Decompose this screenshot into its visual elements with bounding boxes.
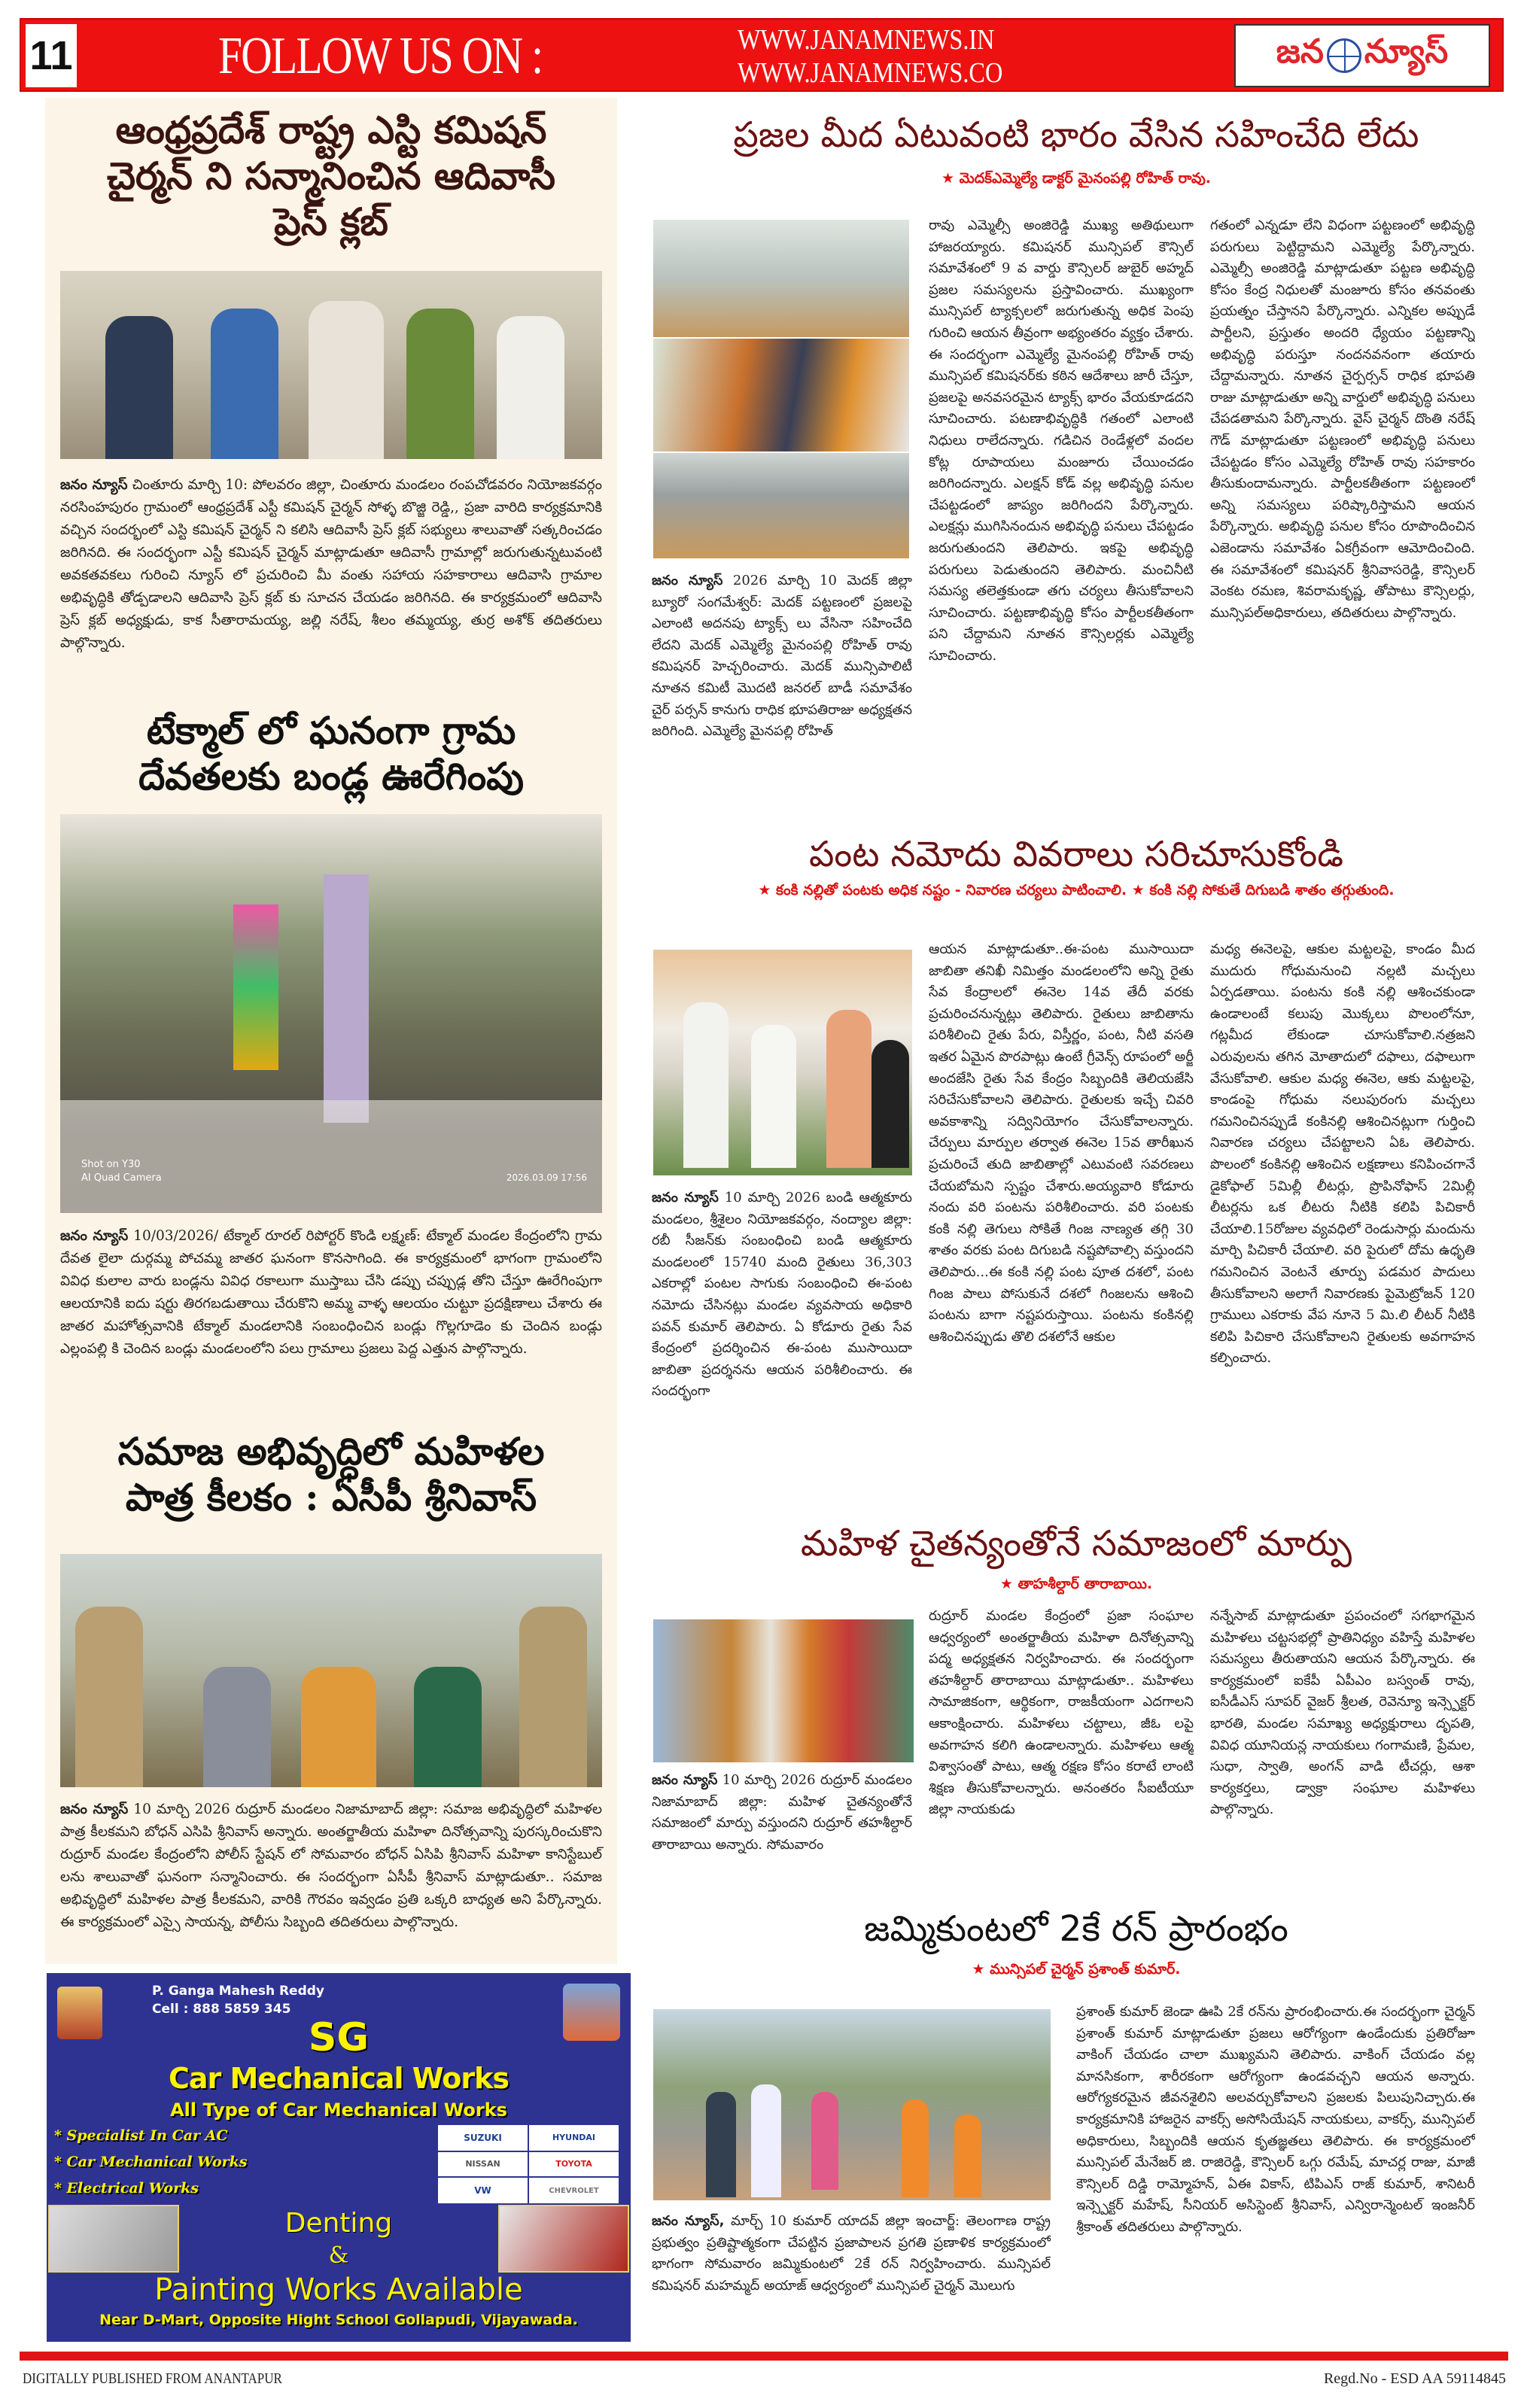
footer-divider xyxy=(20,2352,1508,2361)
dateline: జనం న్యూస్ xyxy=(60,477,128,493)
article-body xyxy=(60,1798,602,1934)
dateline: జనం న్యూస్ xyxy=(60,1801,129,1817)
article-photo-crop-inspection xyxy=(653,950,912,1175)
article-subhead: ★ మెదక్‌ఎమ్మెల్యే డాక్టర్ మైనంపల్లి రోహిత్ రావు. xyxy=(941,170,1212,187)
article-body-col1 xyxy=(652,570,912,796)
article-photo-council-meeting-2 xyxy=(653,339,909,451)
chevrolet-logo: CHEVROLET xyxy=(529,2178,619,2203)
dateline: జనం న్యూస్ xyxy=(60,1228,129,1244)
article-photo-press-club xyxy=(60,271,602,459)
ad-service: * Car Mechanical Works xyxy=(54,2154,248,2170)
website-url-in[interactable]: WWW.JANAMNEWS.IN xyxy=(738,24,995,56)
body-text: 10 మార్చి 2026 రుద్రూర్ మండలం నిజామాబాద్ జిల్లా: సమాజ అభివృద్ధిలో మహిళల పాత్ర కీలకమని బోధన్ ఎసిపి శ్రీనివాస్ అన్నారు. అంతర్జాతీయ మహిళా దినోత్సవాన్ని పురస్కరించుకొని రుద్రూర్ మండల కేంద్రంలోని పోలీస్ స్టేషన్ లో సోమవారం బోధన్ ఏసిపి శ్రీనివాస్ మహిళా కానిస్టేబుల్ లను శాలువాతో ఘనంగా సన్మానించారు. ఈ సందర్భంగా ఏసీపీ శ్రీనివాస్ మాట్లాడుతూ.. సమాజ అభివృద్ధిలో మహిళల పాత్ర కీలకమని, వారికి గౌరవం ఇవ్వడం ప్రతి ఒక్కరి బాధ్యత అని పేర్కొన్నారు. ఈ కార్యక్రమంలో ఎస్సై సాయన్న, పోలీసు సిబ్బంది తదితరులు పాల్గొన్నారు. xyxy=(60,1801,602,1930)
ad-phone[interactable]: Cell : 888 5859 345 xyxy=(152,2002,291,2017)
ad-title: Car Mechanical Works xyxy=(168,2062,510,2095)
ad-denting: Denting xyxy=(284,2208,393,2239)
hyundai-logo: HYUNDAI xyxy=(529,2125,619,2151)
chakra-wheel-icon xyxy=(1327,38,1361,73)
left-column xyxy=(45,98,617,1964)
article-headline: ప్రజల మీద ఏటువంటి భారం వేసిన సహించేది లేదు xyxy=(733,114,1419,156)
article-headline xyxy=(45,707,617,799)
janam-news-logo xyxy=(1234,24,1490,87)
ad-painting: Painting Works Available xyxy=(154,2273,523,2307)
article-headline: మహిళ చైతన్యంతోనే సమాజంలో మార్పు xyxy=(800,1523,1352,1564)
article-headline xyxy=(45,1428,617,1520)
headline-line: చైర్మన్ ని సన్మానించిన ఆదివాసీ xyxy=(107,154,555,198)
car-brand-logos xyxy=(438,2125,619,2203)
article-body-col3: గతంలో ఎన్నడూ లేని విధంగా పట్టణంలో అభివృద్ధి పరుగులు పెట్టిద్దామని ఎమ్మెల్యే పేర్కొన్నారు. ఎమ్మెల్సీ అంజిరెడ్డి మాట్లాడుతూ పట్టణ అభివృద్ధి కోసం కేంద్ర నిధులతో మంజూరు కోసం తనవంతు ప్రయత్నం చేస్తానని పేర్కొన్నారు. ఎన్నికల అప్పుడే పార్టీలని, ప్రస్తుతం అందరి ధ్యేయం పట్టణాన్ని అభివృద్ధి పరుస్తూ నందనవనంగా తయారు చేద్దామన్నారు. నూతన చైర్పర్సన్ రాధిక భూపతి రాజు మాట్లాడుతూ అన్ని వార్డులో అభివృద్ధి పనులు చేపడతామని పేర్కొన్నారు. వైస్ చైర్మన్ దొంతి నరేష్ గౌడ్ మాట్లాడుతూ పట్టణంలో అభివృద్ధి పనులు చేపట్టడం కోసం ఎమ్మెల్యే రోహిత్ రావు సహకారం తీసుకుందామన్నారు. పార్టీలకతీతంగా పట్టణంలో అన్ని సమస్యలు పరిష్కారిస్తామని ఆయన పేర్కొన్నారు. అభివృద్ధి పనుల కోసం రూపొందించిన ఎజెండాను సమావేశం ఏకగ్రీవంగా ఆమోదించింది. ఈ సమావేశంలో కమిషనర్ శ్రీనివాసరెడ్డి, కౌన్సిలర్ వెంకట రమణ, శివరామకృష్ణ, తోపాటు కౌన్సిలర్లు, మున్సిపల్‌అధికారులు, తదితరులు పాల్గొన్నారు. xyxy=(1210,217,1475,621)
dateline: జనం న్యూస్ xyxy=(652,573,723,588)
footer-registration-number: Regd.No - ESD AA 59114845 xyxy=(1323,2370,1506,2387)
dateline: జనం న్యూస్ xyxy=(652,1190,719,1206)
headline-line: పాత్ర కీలకం : ఏసీపీ శ్రీనివాస్ xyxy=(125,1475,537,1519)
volkswagen-logo: VW xyxy=(438,2178,528,2203)
article-subhead: ★ మున్సిపల్ చైర్మన్ ప్రశాంత్ కుమార్. xyxy=(972,1961,1181,1978)
article-body-col1 xyxy=(652,1770,912,1890)
article-subhead: ★ తాహశీల్దార్ తారాబాయి. xyxy=(999,1576,1153,1592)
ad-brand: SG xyxy=(308,2015,370,2060)
article-body-col3: మధ్య ఈనెలపై, ఆకుల మట్టలపై, కాండం మీద ముదురు గోధుమనుంచి నల్లటి మచ్చలు ఏర్పడతాయి. పంటను కంకి నల్లి ఆశించకుండా ఉండాలంటే కలుపు మొక్కలు పొలంలోనూ, గట్లమీద లేకుండా చూసుకోవాలి.నత్రజని ఎరువులను తగిన మోతాదులో దఫాలు, దఫాలుగా వేసుకోవాలి. ఆకుల మధ్య ఈనెల, ఆకు మట్టలపై, కాండంపై గోధుమ నలుపురంగు మచ్చలు గమనించినప్పుడే కంకినల్లి ఆశించినట్లుగా గుర్తించి నివారణ చర్యలు చేపట్టాలని ఏఓ తెలిపారు. పొలంలో కంకినల్లి ఆశించిన లక్షణాలు కనిపించగానే డైకోఫాల్ 5మిల్లీ లీటర్లు, ప్రొపినోఫాస్ 2మిల్లీ లీటర్లను ఒక లీటరు నీటికి కలిపి పిచికారీ చేయాలి.15రోజుల వ్యవధిలో రెండుసార్లు మందును మార్చి పిచికారీ చేయాలి. వరి పైరులో దోమ ఉధృతి గమనించిన వెంటనే తూర్పు పడమర పాదులు తీసుకోవాలని అలాగే నివారణకు పైమెట్రోజన్ 120 గ్రాములు ఎకరాకు వేప నూనె 5 మి.లి లీటర్ నీటికి కలిపి పిచికారి చేసుకోవాలని రైతులకు అవగాహన కల్పించారు. xyxy=(1210,941,1475,1367)
article-photo-council-meeting-3 xyxy=(653,453,909,558)
body-text: 10/03/2026/ టేక్మాల్ రూరల్ రిపోర్టర్ కొండి లక్ష్మణ్: టేక్మాల్ మండల కేంద్రంలోని గ్రామ దేవత లైలా దుర్గమ్మ పోచమ్మ జాతర ఘనంగా కొనసాగింది. ఈ కార్యక్రమంలో భాగంగా గ్రామంలోని వివిధ కులాల వారు బండ్లను వివిధ రకాలుగా ముస్తాబు చేసి డప్పు చప్పుడ్ల తోని చేస్తూ ఊరేగింపుగా ఆలయానికి ఐదు షర్టు తిరగబడుతాయి చేరుకొని అమ్మ వాళ్ళ ఆలయం చుట్టూ ప్రదక్షిణాలు చేశారు ఈ జాతర మహోత్సవానికి టేక్మాల్ మండలానికి సంబంధించిన బండ్లు గొల్లగూడెం కు చెందిన బండ్లు ఎల్లంపల్లి కి చెందిన బండ్లు మండలంలోని పలు గ్రామాలు ప్రజలు పెద్ద ఎత్తున పాల్గొన్నారు. xyxy=(60,1228,602,1357)
article-headline: పంట నమోదు వివరాలు సరిచూసుకోండి xyxy=(808,834,1344,875)
article-photo-2k-run xyxy=(653,2009,1051,2200)
logo-text-left: జన xyxy=(1276,32,1324,71)
article-body-col1 xyxy=(652,2211,1051,2345)
headline-line: టేక్మాల్ లో ఘనంగా గ్రామ xyxy=(146,708,516,752)
article-body-col2: రావు ఎమ్మెల్సీ అంజిరెడ్డి ముఖ్య అతిథులుగా హాజరయ్యారు. కమిషనర్ మున్సిపల్ కౌన్సిల్ సమావేశంలో 9 వ వార్డు కౌన్సిలర్ జుబైర్ అహ్మద్ ప్రజల సమస్యలను ప్రస్తావించారు. ముఖ్యంగా మున్సిపల్ ట్యాక్సలలో జరుగుతున్న అధిక పెంపు గురించి ఆయన తీవ్రంగా అభ్యంతరం వ్యక్తం చేశారు. ఈ సందర్భంగా ఎమ్మెల్యే మైనంపల్లి రోహిత్ రావు మున్సిపల్ కమిషనర్‌కు కఠిన ఆదేశాలు జారీ చేస్తూ, ప్రజలపై అనవసరమైన ట్యాక్స్ భారం వేయకూడదని సూచించారు. పటణాభివృద్ధికి గతంలో ఎలాంటి నిధులు రాలేదన్నారు. గడిచిన రెండేళ్లలో వందల కోట్ల రూపాయలు మంజూరు చేయించడం జరిగిందన్నారు. ఎలక్షన్ కోడ్ వల్ల అభివృద్ధి పనుల చేపట్టడంలో జాప్యం జరిగిందని పేర్కొన్నారు. ఎలక్షన్లు ముగిసినందున అభివృద్ధి పనులు చేపట్టడం జరుగుతుందని తెలిపారు. ఇకపై అభివృద్ధి పరుగులు పెడుతుందని తెలిపారు. మంచినీటి సమస్య తలెత్తకుండా తగు చర్యలు తీసుకోవాలని సూచించారు. పట్టణాభివృద్ధి కోసం పార్టీలకతీతంగా పని చేద్దామని నూతన కౌన్సిలర్లకు ఎమ్మెల్యే సూచించారు. xyxy=(929,217,1194,664)
suzuki-logo: SUZUKI xyxy=(438,2125,528,2151)
toyota-logo: TOYOTA xyxy=(529,2152,619,2177)
photo-watermark: Shot on Y30 xyxy=(81,1159,141,1170)
article-photo-acp-felicitation xyxy=(60,1554,602,1787)
article-body xyxy=(60,1225,602,1361)
page-number: 11 xyxy=(26,24,77,87)
headline-line: ఆంధ్రప్రదేశ్ రాష్ట్ర ఎస్టి కమిషన్ xyxy=(115,108,547,152)
dateline: జనం న్యూస్, xyxy=(652,2213,725,2229)
website-urls xyxy=(738,23,1002,90)
article-body-col2: ఆయన మాట్లాడుతూ..ఈ-పంట ముసాయిదా జాబితా తనిఖీ నిమిత్తం మండలంలోని అన్ని రైతు సేవ కేంద్రాలలో ఈనెల 14వ తేదీ వరకు ప్రచురించనున్నట్లు తెలిపారు. రైతులు జాబితాను పరిశీలించి రైతు పేరు, విస్తీర్ణం, పంట, నీటి వసతి ఇతర ఏమైన పొరపాట్లు ఉంటే గ్రీవెన్స్ రూపంలో అర్జీ అందజేసి రైతు సేవ కేంద్రం సిబ్బందికి తెలియజేసి సరిచేసుకోవాలని తెలిపారు. రైతులకు ఇచ్చే చివరి అవకాశాన్ని సద్వినియోగం చేసుకోవాలన్నారు. చేర్పులు మార్పుల తర్వాత ఈనెల 15వ తారీఖున ప్రచురించే తుది జాబితాల్లో ఎటువంటి సవరణలు చేయబోమని స్పష్టం చేశారు.అయ్యవారి కోడూరు నందు వరి పంటను పరిశీలించారు. వరి పంటకు కంకి నల్లి తెగులు సోకితే గింజ నాణ్యత తగ్గి 30 శాతం వరకు పంట దిగుబడి నష్టపోవాల్సి వస్తుందని తెలిపారు...ఈ కంకి నల్లి పంట పూత దశలో, పంట గింజ పాలు పోసుకునే దశలో గింజలను ఆశించి పంటను బాగా నష్టపరుస్తాయి. పంటను కంకినల్లి ఆశించినప్పుడు తొలి దశలోనే ఆకుల xyxy=(929,941,1194,1345)
advertisement-sg-car-mechanical-works[interactable] xyxy=(47,1973,631,2342)
body-text: 10 మార్చి 2026 రుద్రూర్ మండలం నిజామాబాద్ జిల్లా: మహిళ చైతన్యంతోనే సమాజంలో మార్పు వస్తుందని రుద్రూర్ తహశీల్దార్ తారాబాయి అన్నారు. సోమవారం xyxy=(652,1772,912,1853)
body-text: 2026 మార్చి 10 మెదక్ జిల్లా బ్యూరో సంగమేశ్వర్: మెదక్ పట్టణంలో ప్రజలపై ఎలాంటి అదనపు ట్యాక్స్ లు వేసినా సహించేది లేదని మెదక్ ఎమ్మెల్యే మైనంపల్లి రోహిత్ రావు కమిషనర్ హెచ్చరించారు. మెదక్ మున్సిపాలిటీ నూతన కమిటీ మొదటి జనరల్ బాడీ సమావేశం చైర్ పర్సన్ కానుగు రాధిక భూపతిరాజు అధ్యక్షతన జరిగింది. ఎమ్మెల్యే మైనపల్లి రోహిత్ xyxy=(652,573,912,740)
article-body-col1 xyxy=(652,1187,912,1496)
body-text: మార్చ్ 10 కుమార్ యాదవ్ జిల్లా ఇంచార్జ్: తెలంగాణ రాష్ట్ర ప్రభుత్వం ప్రతిష్టాత్మకంగా చేపట్టిన ప్రజాపాలన ప్రగతి ప్రణాళిక కార్యక్రమంలో భాగంగా సోమవారం జమ్మికుంటలో 2కే రన్ నిర్వహించారు. మున్సిపల్ కమిషనర్ మహమ్మద్ అయాజ్ ఆధ్వర్యంలో మున్సిపల్ చైర్మన్ మొలుగు xyxy=(652,2213,1051,2294)
ad-subtitle: All Type of Car Mechanical Works xyxy=(170,2099,507,2121)
ad-service: * Specialist In Car AC xyxy=(54,2127,228,2144)
ad-owner: P. Ganga Mahesh Reddy xyxy=(152,1984,325,1999)
ad-address: Near D-Mart, Opposite Hight School Gollapudi, Vijayawada. xyxy=(99,2312,578,2328)
dateline: జనం న్యూస్ xyxy=(652,1772,718,1788)
footer-publication-place: DIGITALLY PUBLISHED FROM ANANTAPUR xyxy=(23,2370,282,2387)
body-text: 10 మార్చి 2026 బండి ఆత్మకూరు మండలం, శ్రీశైలం నియోజకవర్గం, నంద్యాల జిల్లా: రబీ సీజన్‌కు సంబంధించి బండి ఆత్మకూరు మండలంలో 15740 మంది రైతులు 36,303 ఎకరాల్లో పంటల సాగుకు సంబంధించి ఈ-పంట నమోదు చేసినట్లు మండల వ్యవసాయ అధికారి పవన్ కుమార్ తెలిపారు. ఏ కోడూరు రైతు సేవ కేంద్రంలో ప్రదర్శించిన ఈ-పంట ముసాయిదా జాబితా ప్రదర్శనను ఆయన పరిశీలించారు. ఈ సందర్భంగా xyxy=(652,1190,912,1400)
article-photo-womens-day xyxy=(653,1619,914,1762)
headline-line: ప్రెస్ క్లబ్ xyxy=(274,199,388,244)
article-headline: జమ్మికుంటలో 2కే రన్ ప్రారంభం xyxy=(864,1908,1288,1950)
headline-line: దేవతలకు బండ్ల ఊరేగింపు xyxy=(138,754,525,798)
website-url-co[interactable]: WWW.JANAMNEWS.CO xyxy=(738,57,1003,89)
article-body-col3: నన్నేసాబ్ మాట్లాడుతూ ప్రపంచంలో సగభాగమైన మహిళలు చట్టసభల్లో ప్రాతినిధ్యం వహిస్తే మహిళల సమస్యలు తీరుతాయని ఆయన పేర్కొన్నారు. ఈ కార్యక్రమంలో ఐకేపీ ఏపీఎం బస్వంత్ రావు, ఐసీడీఎస్ సూపర్ వైజర్ శ్రీలత, రెవెన్యూ ఇన్స్పెక్టర్ భారతి, మండల సమాఖ్య అధ్యక్షురాలు దృపతి, వివిధ యూనియన్ల నాయకులు గంగామణి, ప్రేమల, సుధా, స్వాతి, అంగన్ వాడి టీచర్లు, ఆశా కార్యకర్తలు, డ్వాక్రా సంఘాల మహిళలు పాల్గొన్నారు. xyxy=(1210,1608,1475,1818)
article-body xyxy=(60,474,602,655)
article-photo-council-meeting-1 xyxy=(653,220,909,337)
body-text: చింతూరు మార్చి 10: పోలవరం జిల్లా, చింతూరు మండలం రంపచోడవరం నియోజకవర్గం నరసింహపురం గ్రామంలో ఆంధ్రప్రదేశ్ ఎస్టీ కమిషన్ చైర్మన్ సోళ్ళ బొజ్జి రెడ్డి,, ప్రజా వారిది కార్యక్రమానికి వచ్చిన సందర్భంలో ఎస్టి కమిషన్ చైర్మన్ ని కలిసి ఆదివాసీ ప్రెస్ క్లబ్ సభ్యులు శాలువాతో సత్కరించడం జరిగినది. ఈ సందర్భంగా ఎస్టీ కమిషన్ చైర్మన్ మాట్లాడుతూ ఆదివాసీ గ్రామాల్లో జరుగుతున్నటువంటి అవకతవకలు గురించి న్యూస్ లో ప్రచురించి మీ వంతు సహాయ సహకారాలు ఆదివాసి గ్రామాల అభివృద్ధికి తోడ్పడాలని ఆదివాసి ప్రెస్ క్లబ్ కు సూచన చేయడం జరిగినది. ఈ కార్యక్రమంలో ఆదివాసి ప్రెస్ క్లబ్ అధ్యక్షుడు, కాక సీతారామయ్య, జల్లి నరేష్, శీలం తమ్మయ్య, తుర్ర అశోక్ తదితరులు పాల్గొన్నారు. xyxy=(60,477,602,651)
nissan-logo: NISSAN xyxy=(438,2152,528,2177)
photo-timestamp: 2026.03.09 17:56 xyxy=(506,1172,587,1183)
article-headline xyxy=(45,107,617,245)
logo-text-right: న్యూస్ xyxy=(1364,32,1449,71)
headline-line: సమాజ అభివృద్ధిలో మహిళల xyxy=(117,1429,545,1473)
article-subhead: ★ కంకి నల్లితో పంటకు అధిక నష్టం - నివారణ చర్యలు పాటించాలి. ★ కంకి నల్లి సోకుతే దిగుబడి శాతం తగ్గుతుంది. xyxy=(758,882,1395,898)
ad-service: * Electrical Works xyxy=(54,2180,199,2197)
article-body-col2: ప్రశాంత్ కుమార్ జెండా ఊపి 2కే రన్‌ను ప్రారంభించారు.ఈ సందర్భంగా చైర్మన్ ప్రశాంత్ కుమార్ మాట్లాడుతూ ప్రజలు ఆరోగ్యంగా ఉండేందుకు ప్రతిరోజూ వాకింగ్ చేయడం చాలా ముఖ్యమని తెలిపారు. వాకింగ్ చేయడం వల్ల మానసికంగా, శారీరకంగా ఆరోగ్యంగా ఉండవచ్చని ఆయన అన్నారు. ఆరోగ్యకరమైన జీవనశైలిని అలవర్చుకోవాలని ప్రజలకు పిలుపునిచ్చారు.ఈ కార్యక్రమానికి హాజరైన వాకర్స్ అసోసియేషన్ నాయకులు, వాకర్స్, మున్సిపల్ అధికారులు, సిబ్బందికి ఆయన కృతజ్ఞతలు తెలిపారు. ఈ కార్యక్రమంలో మున్సిపల్ మేనేజర్ జి. రాజిరెడ్డి, కౌన్సిలర్ ఒగ్గు రమేష్, మాచర్ల రాజు, మాజీ కౌన్సిలర్ దిడ్డి రామ్మోహన్, ఏఈ వికాస్, టిపిఎస్ రాజ్ కుమార్, శానిటరీ ఇన్స్పెక్టర్ మహేష్, సీనియర్ అసిస్టెంట్ శ్రీనివాస్, ఎన్విరాన్మెంటల్ ఇంజనీర్ శ్రీకాంత్ తదితరులు పాల్గొన్నారు. xyxy=(1076,2004,1475,2235)
article-photo-jatara xyxy=(60,814,602,1213)
article-body-col2: రుద్రూర్ మండల కేంద్రంలో ప్రజా సంఘాల ఆధ్వర్యంలో అంతర్జాతీయ మహిళా దినోత్సవాన్ని పద్మ అధ్యక్షతన నిర్వహించారు. ఈ సందర్భంగా తహశీల్దార్ తారాబాయి మాట్లాడుతూ.. మహిళలు సామాజికంగా, ఆర్థికంగా, రాజకీయంగా ఎదగాలని ఆకాంక్షించారు. మహిళలు చట్టాలు, జీఓ లపై అవగాహన కలిగి ఉండాలన్నారు. మహిళలు ఆత్మ విశ్వాసంతో పాటు, ఆత్మ రక్షణ కోసం కరాటే లాంటి శిక్షణ తీసుకోవాలన్నారు. అనంతరం సీఐటీయూ జిల్లా నాయకుడు xyxy=(929,1608,1194,1818)
follow-us-label: FOLLOW US ON : xyxy=(218,27,543,85)
photo-watermark: AI Quad Camera xyxy=(81,1172,162,1184)
ad-ampersand: & xyxy=(328,2242,349,2269)
